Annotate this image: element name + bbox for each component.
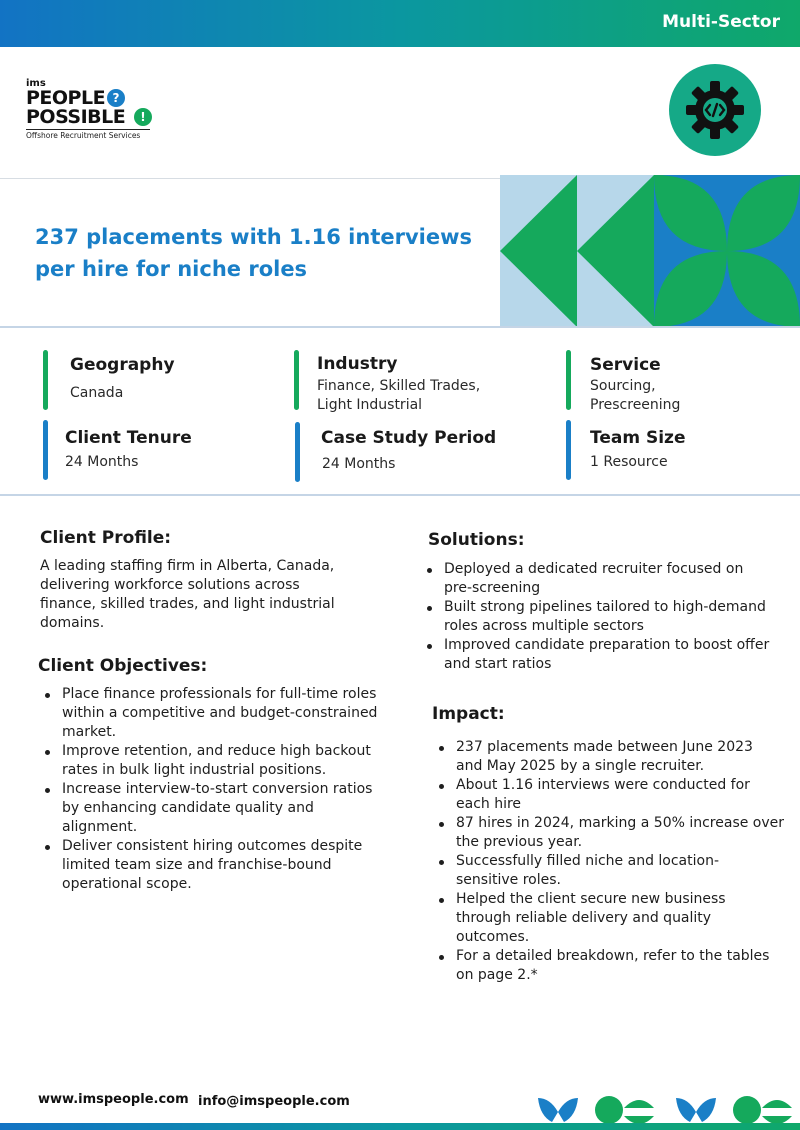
text-line: each hire [456, 796, 522, 812]
logo-ims-text: ims [26, 78, 46, 89]
text-line: through reliable delivery and quality [456, 910, 712, 926]
geography-value: Canada [70, 385, 124, 401]
footer-bar [0, 1123, 800, 1130]
text-line: market. [62, 724, 117, 740]
hero-section [0, 168, 800, 328]
text-line: 237 placements made between June 2023 [456, 739, 753, 755]
gear-code-icon [669, 64, 761, 156]
company-logo [26, 78, 166, 142]
list-item [422, 636, 792, 674]
text-line: the previous year. [456, 834, 583, 850]
text-line: alignment. [62, 819, 138, 835]
list-item [40, 685, 410, 742]
text-line: Improve retention, and reduce high backout [62, 743, 371, 759]
list-item [434, 776, 796, 814]
logo-divider [26, 129, 150, 130]
list-item [422, 560, 792, 598]
text-line: For a detailed breakdown, refer to the tables [456, 948, 770, 964]
text-line: sensitive roles. [456, 872, 561, 888]
service-label: Service [590, 355, 661, 375]
text-line: Improved candidate preparation to boost offer [444, 637, 770, 653]
client-tenure-label: Client Tenure [65, 428, 192, 448]
text-line: rates in bulk light industrial positions. [62, 762, 327, 778]
text-line: Deliver consistent hiring outcomes despite [62, 838, 363, 854]
hero-title: 237 placements with 1.16 interviews per hire for niche roles [35, 225, 473, 281]
solutions-list [422, 560, 792, 674]
industry-label: Industry [317, 354, 398, 374]
text-line: on page 2.* [456, 967, 538, 983]
impact-heading: Impact: [432, 704, 505, 724]
team-size-value: 1 Resource [590, 454, 668, 470]
text-line: About 1.16 interviews were conducted for [456, 777, 750, 793]
accent-bar [566, 420, 571, 480]
website-link[interactable]: www.imspeople.com [38, 1092, 189, 1107]
text-line: and May 2025 by a single recruiter. [456, 758, 705, 774]
email-link[interactable]: info@imspeople.com [198, 1094, 350, 1109]
text-line: roles across multiple sectors [444, 618, 644, 634]
accent-bar [566, 350, 571, 410]
logo-tagline: Offshore Recruitment Services [26, 131, 141, 140]
list-item [434, 738, 796, 776]
text-line: 87 hires in 2024, marking a 50% increase over [456, 815, 785, 831]
list-item [434, 814, 796, 852]
text-line: delivering workforce solutions across [40, 577, 300, 593]
accent-bar [43, 420, 48, 480]
decorative-pattern [500, 175, 800, 327]
list-item [40, 742, 410, 780]
client-tenure-value: 24 Months [65, 454, 139, 470]
hero-card [0, 178, 500, 326]
impact-list [434, 738, 796, 985]
text-line: operational scope. [62, 876, 192, 892]
text-line: A leading staffing firm in Alberta, Canada, [40, 558, 335, 574]
industry-value-line: Light Industrial [317, 397, 423, 413]
team-size-label: Team Size [590, 428, 686, 448]
header-bar [0, 0, 800, 47]
footer-decorative-pattern [536, 1090, 800, 1124]
list-item [40, 780, 410, 837]
text-line: Deployed a dedicated recruiter focused on [444, 561, 744, 577]
service-value-line: Prescreening [590, 397, 681, 413]
service-value-line: Sourcing, [590, 378, 656, 394]
solutions-heading: Solutions: [428, 530, 525, 550]
text-line: within a competitive and budget-constrained [62, 705, 378, 721]
text-line: Increase interview-to-start conversion ratios [62, 781, 373, 797]
text-line: outcomes. [456, 929, 530, 945]
sector-label: Multi-Sector [662, 12, 780, 32]
client-objectives-list [40, 685, 410, 894]
hero-divider [0, 326, 800, 328]
accent-bar [295, 422, 300, 482]
list-item [434, 947, 796, 985]
list-item [434, 852, 796, 890]
logo-people-text: PEOPLE [26, 87, 106, 109]
text-line: finance, skilled trades, and light industrial [40, 596, 335, 612]
question-mark-icon: ? [107, 89, 125, 107]
client-profile-heading: Client Profile: [40, 528, 172, 548]
text-line: limited team size and franchise-bound [62, 857, 332, 873]
text-line: pre-screening [444, 580, 541, 596]
client-objectives-heading: Client Objectives: [38, 656, 208, 676]
list-item [40, 837, 410, 894]
accent-bar [294, 350, 299, 410]
case-study-period-value: 24 Months [322, 456, 396, 472]
client-profile-text [40, 557, 370, 633]
text-line: by enhancing candidate quality and [62, 800, 314, 816]
geography-label: Geography [70, 355, 175, 375]
text-line: Successfully filled niche and location- [456, 853, 720, 869]
case-study-details [0, 340, 800, 496]
logo-possible-text: POSSIBLE [26, 106, 126, 128]
case-study-period-label: Case Study Period [321, 428, 497, 448]
details-divider [0, 494, 800, 496]
text-line: Built strong pipelines tailored to high-demand [444, 599, 766, 615]
text-line: domains. [40, 615, 105, 631]
text-line: and start ratios [444, 656, 552, 672]
text-line: Helped the client secure new business [456, 891, 726, 907]
list-item [422, 598, 792, 636]
industry-value-line: Finance, Skilled Trades, [317, 378, 481, 394]
list-item [434, 890, 796, 947]
text-line: Place finance professionals for full-time roles [62, 686, 377, 702]
exclamation-mark-icon: ! [134, 108, 152, 126]
accent-bar [43, 350, 48, 410]
